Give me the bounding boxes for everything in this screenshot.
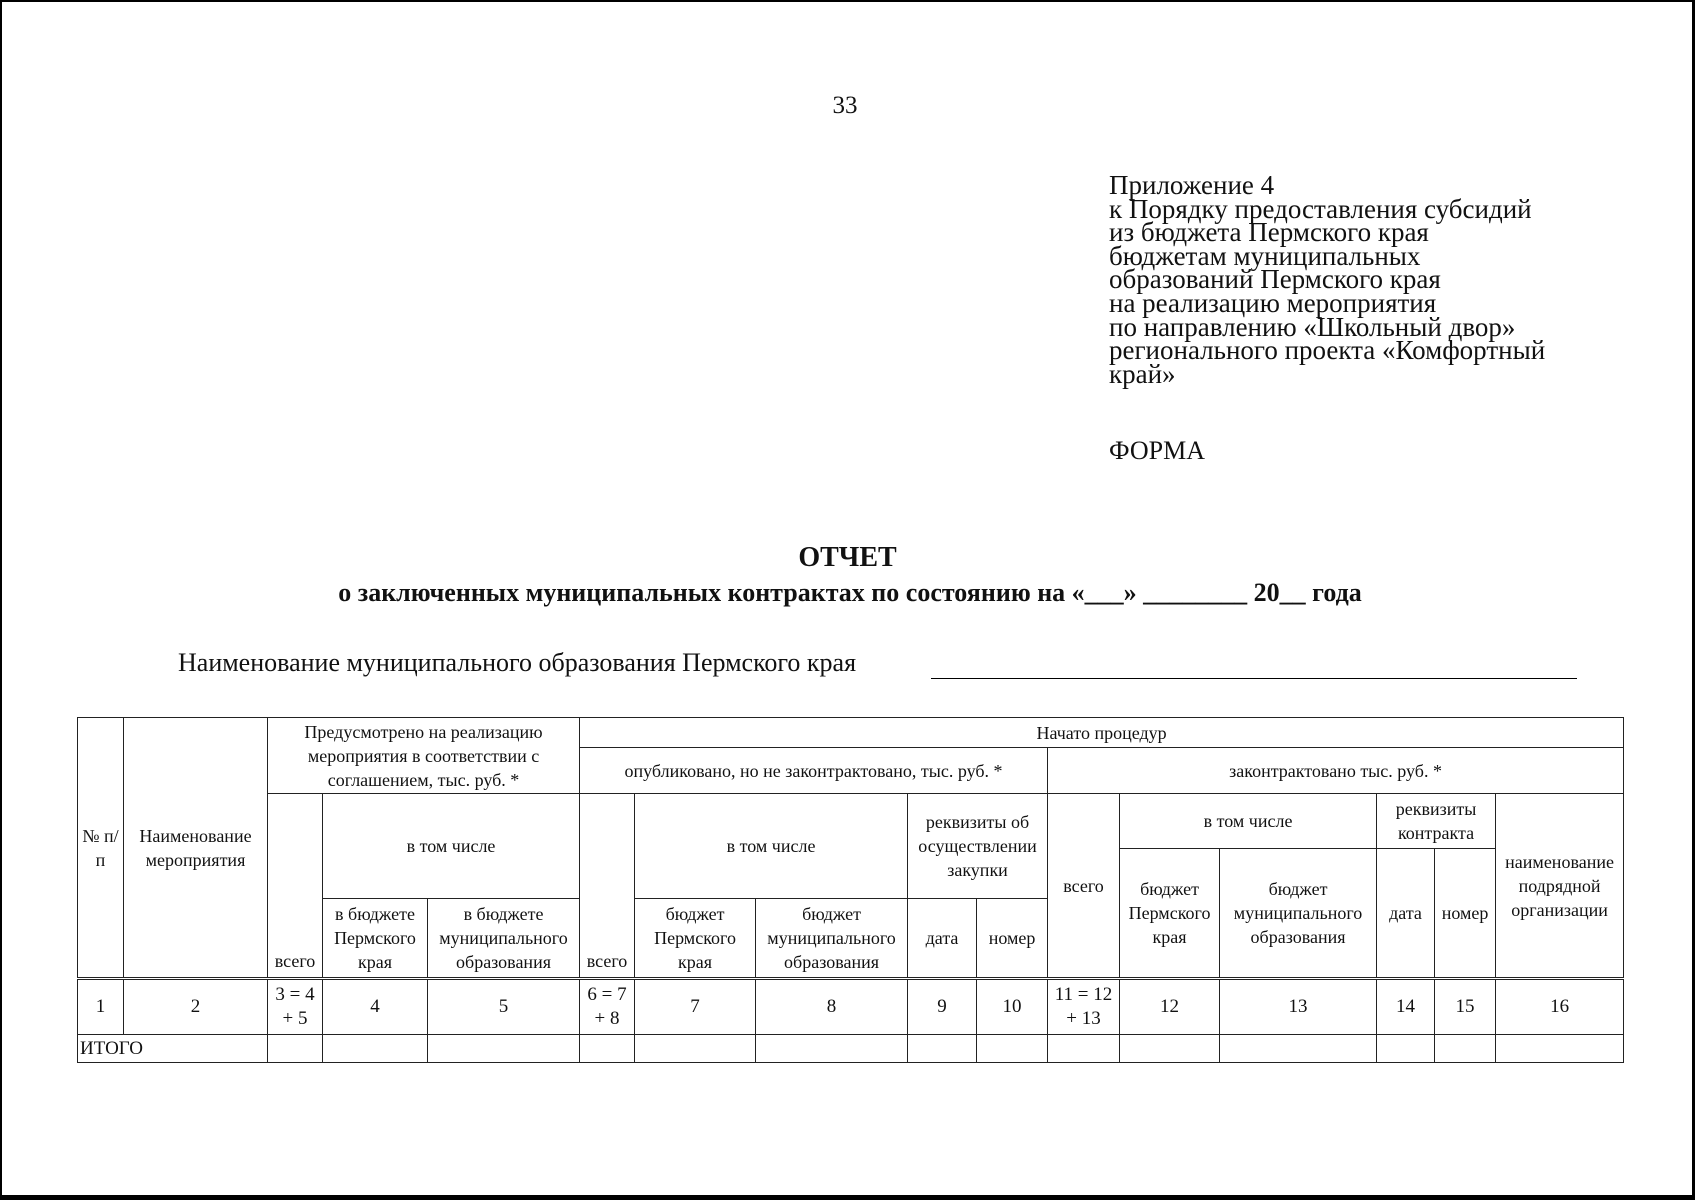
header-contract-date: дата [1377,849,1435,979]
header-published: опубликовано, но не законтрактовано, тыс. руб. * [580,748,1048,794]
header-published-total: всего [580,794,635,979]
column-number-cell: 13 [1220,979,1377,1035]
report-subtitle: о заключенных муниципальных контрактах по состоянию на «___» ________ 20__ года [338,578,1362,607]
header-provided-budget-muni: в бюджете муниципального образования [428,899,580,979]
header-published-including: в том числе [635,794,908,899]
column-number-cell: 16 [1496,979,1624,1035]
column-number-cell: 11 = 12 + 13 [1048,979,1120,1035]
column-number-cell: 10 [977,979,1048,1035]
column-number-cell: 6 = 7 + 8 [580,979,635,1035]
header-provided-budget-perm: в бюджете Пермского края [323,899,428,979]
column-number-cell: 15 [1435,979,1496,1035]
header-num: № п/п [78,718,124,979]
report-title: ОТЧЕТ [798,542,897,573]
header-contracted-budget-perm: бюджет Пермского края [1120,849,1220,979]
header-procedures-started: Начато процедур [580,718,1624,748]
header-contracted-total: всего [1048,794,1120,979]
appendix-line: бюджетам муниципальных [1109,240,1421,271]
total-cell [268,1035,323,1063]
header-contracted-budget-muni: бюджет муниципального образования [1220,849,1377,979]
header-provided-including: в том числе [323,794,580,899]
total-cell [580,1035,635,1063]
column-number-cell: 2 [124,979,268,1035]
total-cell [1496,1035,1624,1063]
column-number-cell: 1 [78,979,124,1035]
total-cell [1220,1035,1377,1063]
municipality-label: Наименование муниципального образования Пермского края [178,648,857,677]
header-provided: Предусмотрено на реализацию мероприятия в соответствии с соглашением, тыс. руб. * [268,718,580,794]
total-cell [1435,1035,1496,1063]
header-contracted: законтрактовано тыс. руб. * [1048,748,1624,794]
total-cell [1120,1035,1220,1063]
column-number-cell: 9 [908,979,977,1035]
header-event-name: Наименование мероприятия [124,718,268,979]
total-cell [428,1035,580,1063]
column-number-cell: 8 [756,979,908,1035]
municipality-blank-line [931,678,1577,679]
header-purchase-date: дата [908,899,977,979]
column-number-cell: 3 = 4 + 5 [268,979,323,1035]
column-number-cell: 14 [1377,979,1435,1035]
appendix-block [1109,170,1629,389]
total-cell [1377,1035,1435,1063]
total-cell [1048,1035,1120,1063]
appendix-line: край» [1109,358,1176,389]
header-published-budget-muni: бюджет муниципального образования [756,899,908,979]
header-contracted-including: в том числе [1120,794,1377,849]
header-contract-number: номер [1435,849,1496,979]
column-number-cell: 12 [1120,979,1220,1035]
total-cell [635,1035,756,1063]
appendix-line: по направлению «Школьный двор» [1109,311,1516,342]
total-cell [977,1035,1048,1063]
column-number-cell: 5 [428,979,580,1035]
column-numbers-row [78,979,1624,1035]
header-purchase-details: реквизиты об осуществлении закупки [908,794,1048,899]
form-label: ФОРМА [1109,436,1205,465]
report-table [77,717,1624,1063]
total-row [78,1035,1624,1063]
appendix-line: Приложение 4 [1109,170,1275,200]
header-published-budget-perm: бюджет Пермского края [635,899,756,979]
header-contractor-name: наименование подрядной организации [1496,794,1624,979]
appendix-line: регионального проекта «Комфортный [1109,335,1546,366]
header-purchase-number: номер [977,899,1048,979]
total-row-label: ИТОГО [78,1035,268,1063]
appendix-line: из бюджета Пермского края [1109,217,1429,248]
header-provided-total: всего [268,794,323,979]
page-number: 33 [832,92,858,119]
appendix-line: на реализацию мероприятия [1109,287,1437,318]
total-cell [908,1035,977,1063]
total-cell [323,1035,428,1063]
header-contract-details: реквизиты контракта [1377,794,1496,849]
column-number-cell: 7 [635,979,756,1035]
appendix-line: образований Пермского края [1109,264,1441,295]
appendix-line: к Порядку предоставления субсидий [1109,193,1532,224]
column-number-cell: 4 [323,979,428,1035]
total-cell [756,1035,908,1063]
